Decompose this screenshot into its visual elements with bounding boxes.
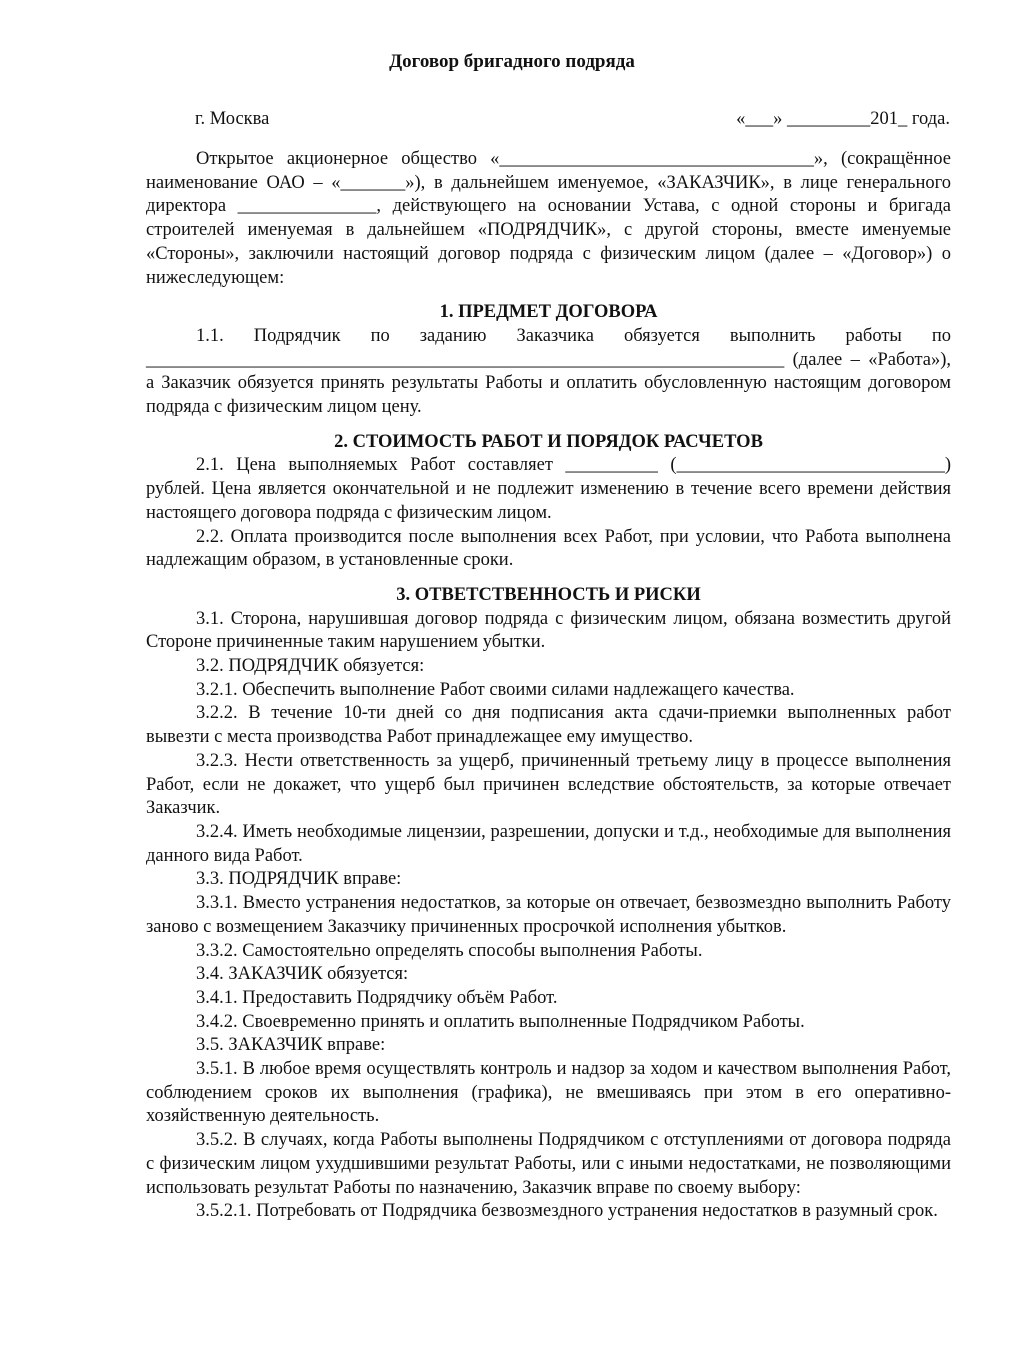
clause-2-2: 2.2. Оплата производится после выполнения всех Работ, при условии, что Работа выполнена надлежащим образом, в установленные сроки. bbox=[146, 526, 951, 571]
clause-3-5-2: 3.5.2. В случаях, когда Работы выполнены Подрядчиком с отступлениями от договора подряда с физическим лицом ухудшившими результат Работы, или с иными недостатками, не позволяющими использовать результат Работы по назначению, Заказчик вправе по своему выбору: bbox=[146, 1130, 951, 1198]
city: г. Москва bbox=[195, 109, 270, 129]
document-title: Договор бригадного подряда bbox=[389, 51, 635, 72]
clause-3-4: 3.4. ЗАКАЗЧИК обязуется: bbox=[196, 964, 409, 985]
clause-3-5-2-1: 3.5.2.1. Потребовать от Подрядчика безвозмездного устранения недостатков в разумный срок. bbox=[196, 1201, 938, 1222]
clause-3-5-1: 3.5.1. В любое время осуществлять контроль и надзор за ходом и качеством выполнения Работ, соблюдением сроков их выполнения (графика), не вмешиваясь при этом в его оперативно-хозяйственную деятельность. bbox=[146, 1059, 951, 1127]
clause-3-3-2: 3.3.2. Самостоятельно определять способы выполнения Работы. bbox=[196, 940, 703, 961]
clause-3-1: 3.1. Сторона, нарушившая договор подряда с физическим лицом, обязана возместить другой Стороне причиненные таким нарушением убытки. bbox=[146, 608, 951, 653]
clause-3-2-2: 3.2.2. В течение 10-ти дней со дня подписания акта сдачи-приемки выполненных работ вывезти с места производства Работ принадлежащее ему имущество. bbox=[146, 703, 951, 748]
clause-3-3-1: 3.3.1. Вместо устранения недостатков, за которые он отвечает, безвозмездно выполнить Работу заново с возмещением Заказчику причиненных просрочкой исполнения убытков. bbox=[146, 893, 951, 937]
section-heading-1: 1. ПРЕДМЕТ ДОГОВОРА bbox=[439, 302, 658, 323]
clause-1-1: 1.1. Подрядчик по заданию Заказчика обязуется выполнить работы по _____________________________________________________________________ (далее – «Работа»), а Заказчик обязуется принять результаты Работы и оплатить обусловленную настоящим договором подряда с физическим лицом цену. bbox=[146, 325, 951, 418]
clause-3-2-4: 3.2.4. Иметь необходимые лицензии, разрешении, допуски и т.д., необходимые для выполнения данного вида Работ. bbox=[146, 821, 951, 866]
section-heading-2: 2. СТОИМОСТЬ РАБОТ И ПОРЯДОК РАСЧЕТОВ bbox=[334, 431, 763, 452]
clause-3-5: 3.5. ЗАКАЗЧИК вправе: bbox=[196, 1035, 386, 1056]
contract-date: «___» _________201_ года. bbox=[736, 109, 950, 129]
document-body bbox=[146, 148, 951, 1224]
preamble: Открытое акционерное общество «__________________________________», (сокращённое наименование ОАО – «_______»), в дальнейшем именуемое, «ЗАКАЗЧИК», в лице генерального директора _______________, действующего на основании Устава, с одной стороны и бригада строителей именуемая в дальнейшем «ПОДРЯДЧИК», с другой стороны, вместе именуемые «Стороны», заключили настоящий договор подряда с физическим лицом (далее – «Договор») о нижеследующем: bbox=[146, 149, 951, 288]
clause-3-4-1: 3.4.1. Предоставить Подрядчику объём Работ. bbox=[196, 987, 558, 1008]
clause-2-1: 2.1. Цена выполняемых Работ составляет __________ (_____________________________) рублей. Цена является окончательной и не подлежит изменению в течение всего времени действия настоящего договора подряда с физическим лицом. bbox=[146, 455, 951, 523]
clause-3-4-2: 3.4.2. Своевременно принять и оплатить выполненные Подрядчиком Работы. bbox=[196, 1011, 805, 1032]
clause-3-2: 3.2. ПОДРЯДЧИК обязуется: bbox=[196, 656, 425, 677]
section-heading-3: 3. ОТВЕТСТВЕННОСТЬ И РИСКИ bbox=[396, 584, 701, 605]
clause-3-2-1: 3.2.1. Обеспечить выполнение Работ своими силами надлежащего качества. bbox=[196, 679, 795, 700]
clause-3-3: 3.3. ПОДРЯДЧИК вправе: bbox=[196, 869, 402, 890]
clause-3-2-3: 3.2.3. Нести ответственность за ущерб, причиненный третьему лицу в процессе выполнения Работ, если не докажет, что ущерб был причинен вследствие обстоятельств, за которые отвечает Заказчик. bbox=[146, 750, 951, 819]
